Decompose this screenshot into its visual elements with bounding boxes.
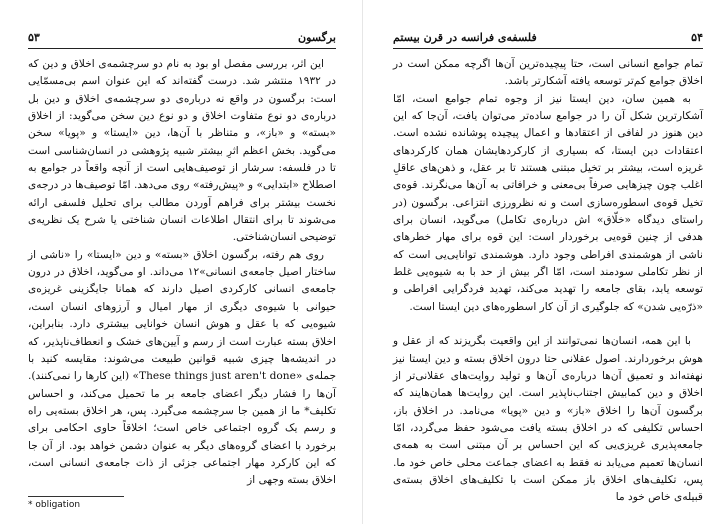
left-footnote: * obligation xyxy=(28,499,81,510)
footnote-divider xyxy=(28,496,124,497)
right-page-number: ۵۴ xyxy=(691,31,703,44)
right-paragraph-2: به همین سان، دین ایستا نیز از وجوه تمام جوامع است، امّا آشکارترین شکل آن را در جوامع ساده‌تر می‌توان یافت، آن‌جا که این دین هنوز در لفافی از اعتقادها و اعمال پیچیده پوشانده نشده است. اعتقادات دین ایستا، که بسیاری از کارکردهایشان همان کارکردهای غریزه است، بیشتر بر تخیل مبتنی هستند تا بر عقل، و ذهن‌های عاقلِ اغلب چون چیزهایی صرفاً بی‌معنی و خرافاتی به آن‌ها می‌نگرند. قوه‌ی تخیل قوه‌ی اسطوره‌سازی است و نه نظرورزی انتزاعی. برگسون (در راستای دیدگاه «خلّاق» اش درباره‌ی تکامل) می‌گوید، انسان برای هدفی از چنین قوه‌یی برخوردار است: این قوه برای مهار خطرهای ناشی از هوشمندی افراطی وجود دارد. هوشمندی توانایی‌یی است که از نظر تکاملی سودمند است، امّا اگر بیش از حد با به شیوه‌یی غلط توسعه یابد، بقای جامعه را تهدید می‌کند، تهدید فردگرایی افراطی و «ذرّه‌یی شدن» که جلوگیری از آن کار اسطوره‌های دین ایستا است. xyxy=(393,92,703,313)
right-paragraph-1: تمام جوامع انسانی است، حتا پیچیده‌ترین آن‌ها اگرچه ممکن است در اخلاق جوامع کم‌تر توسعه یافته آشکارتر باشد. xyxy=(393,58,703,88)
left-page xyxy=(0,0,362,524)
left-running-title: برگسون xyxy=(298,31,336,44)
right-page-header xyxy=(393,26,703,49)
right-page-body xyxy=(393,56,703,507)
left-page-number: ۵۳ xyxy=(28,31,40,44)
right-paragraph-3: با این همه، انسان‌ها نمی‌توانند از این واقعیت بگریزند که از عقل و هوش برخوردارند. اصول عقلانی حتا درون اخلاق بسته و دین ایستا نیز نهفته‌اند و تعمیق آن‌ها درباره‌ی آن‌ها و تولید روایت‌های عقلانی‌تر از اخلاق و دین کمابیش اجتناب‌ناپذیر است. این روایت‌ها همان‌هایند که برگسون آن‌ها را اخلاق «باز» و دین «پویا» می‌نامد. در اخلاق باز، احساس تکلیفی که در اخلاق بسته یافت می‌شود حفظ می‌گردد، امّا جامعه‌پذیری غریزی‌یی که این احساس بر آن مبتنی است به همه‌ی انسان‌ها تعمیم می‌یابد نه فقط به اعضای جماعت محلی خاص خود ما. پس، تکلیف‌های اخلاق باز ممکن است با تکلیف‌های اخلاق بسته‌ی قبیله‌ی خاص خود ما xyxy=(393,335,703,504)
left-paragraph-1: این اثر، بررسی مفصل او بود به نام دو سرچشمه‌ی اخلاق و دین که در ۱۹۳۲ منتشر شد. درست گفته‌اند که این عنوان اسم بی‌مسمّایی است: برگسون در واقع نه درباره‌ی دو سرچشمه‌ی اخلاق و دین بل درباره‌ی دو نوع متفاوت اخلاق و دو نوع دین سخن می‌گوید: از اخلاق «بسته» و «باز»، و متناظر با آن‌ها، دین «ایستا» و «پویا» سخن می‌گوید. بخش اعظم اثرِ بیشتر شبیه پژوهشی در انسان‌شناسی است تا در فلسفه: سرشار از توصیف‌هایی است از آنچه واقعاً در جوامع به اصطلاح «ابتدایی» و «پیش‌رفته» روی می‌دهد. امّا توصیف‌ها در درجه‌ی نخست بیشتر برای فراهم آوردن مطالب برای تحلیل فلسفی ارائه می‌شوند تا برای انتقال اطلاعات انسان شناختی یا شرح یک نظریه‌ی توضیحی انسان‌شناختی. xyxy=(28,58,337,244)
left-page-body xyxy=(28,56,336,490)
right-page xyxy=(362,0,725,524)
right-running-title: فلسفه‌ی فرانسه در قرن بیستم xyxy=(393,31,537,44)
left-paragraph-2: روی هم رفته، برگسون اخلاق «بسته» و دین «ایستا» را «ناشی از ساختار اصیل جامعه‌ی انسانی»۱۲ می‌داند. او می‌گوید، اخلاق در درون جامعه‌ی انسانی کارکردی اصیل دارند که همانا جایگزینی غریزه‌ی حیوانی با شیوه‌ی دیگری از مهار امیال و آرزوهای انسان است، شیوه‌یی که با عقل و هوش انسان خوانایی بیشتری دارد. بنابراین، اخلاق بسته عبارت است از رسم و آیین‌های خشک و انعطاف‌ناپذیر، که در اندیشه‌ها چیزی شبیه قوانین طبیعت می‌شوند: مقایسه کنید با جمله‌ی «These things just aren't done» (این کارها را نمی‌کنند). آن‌ها را فشار دیگر اعضای جامعه بر ما تحمیل می‌کند، و احساس تکلیف* ما از همین جا سرچشمه می‌گیرد. پس، هر اخلاق بسته‌یی راه و رسم یک گروه اجتماعی خاص است؛ اخلاقاً حاوی احکامی برای برخورد با اعضای گروه‌های دیگر به عنوان دشمن خواهد بود. از آن جا که این کارکرد مهار اجتماعی جزئی از ذات جامعه‌ی انسانی است، اخلاق بسته وجهی از xyxy=(28,248,336,487)
left-page-header xyxy=(28,26,336,49)
